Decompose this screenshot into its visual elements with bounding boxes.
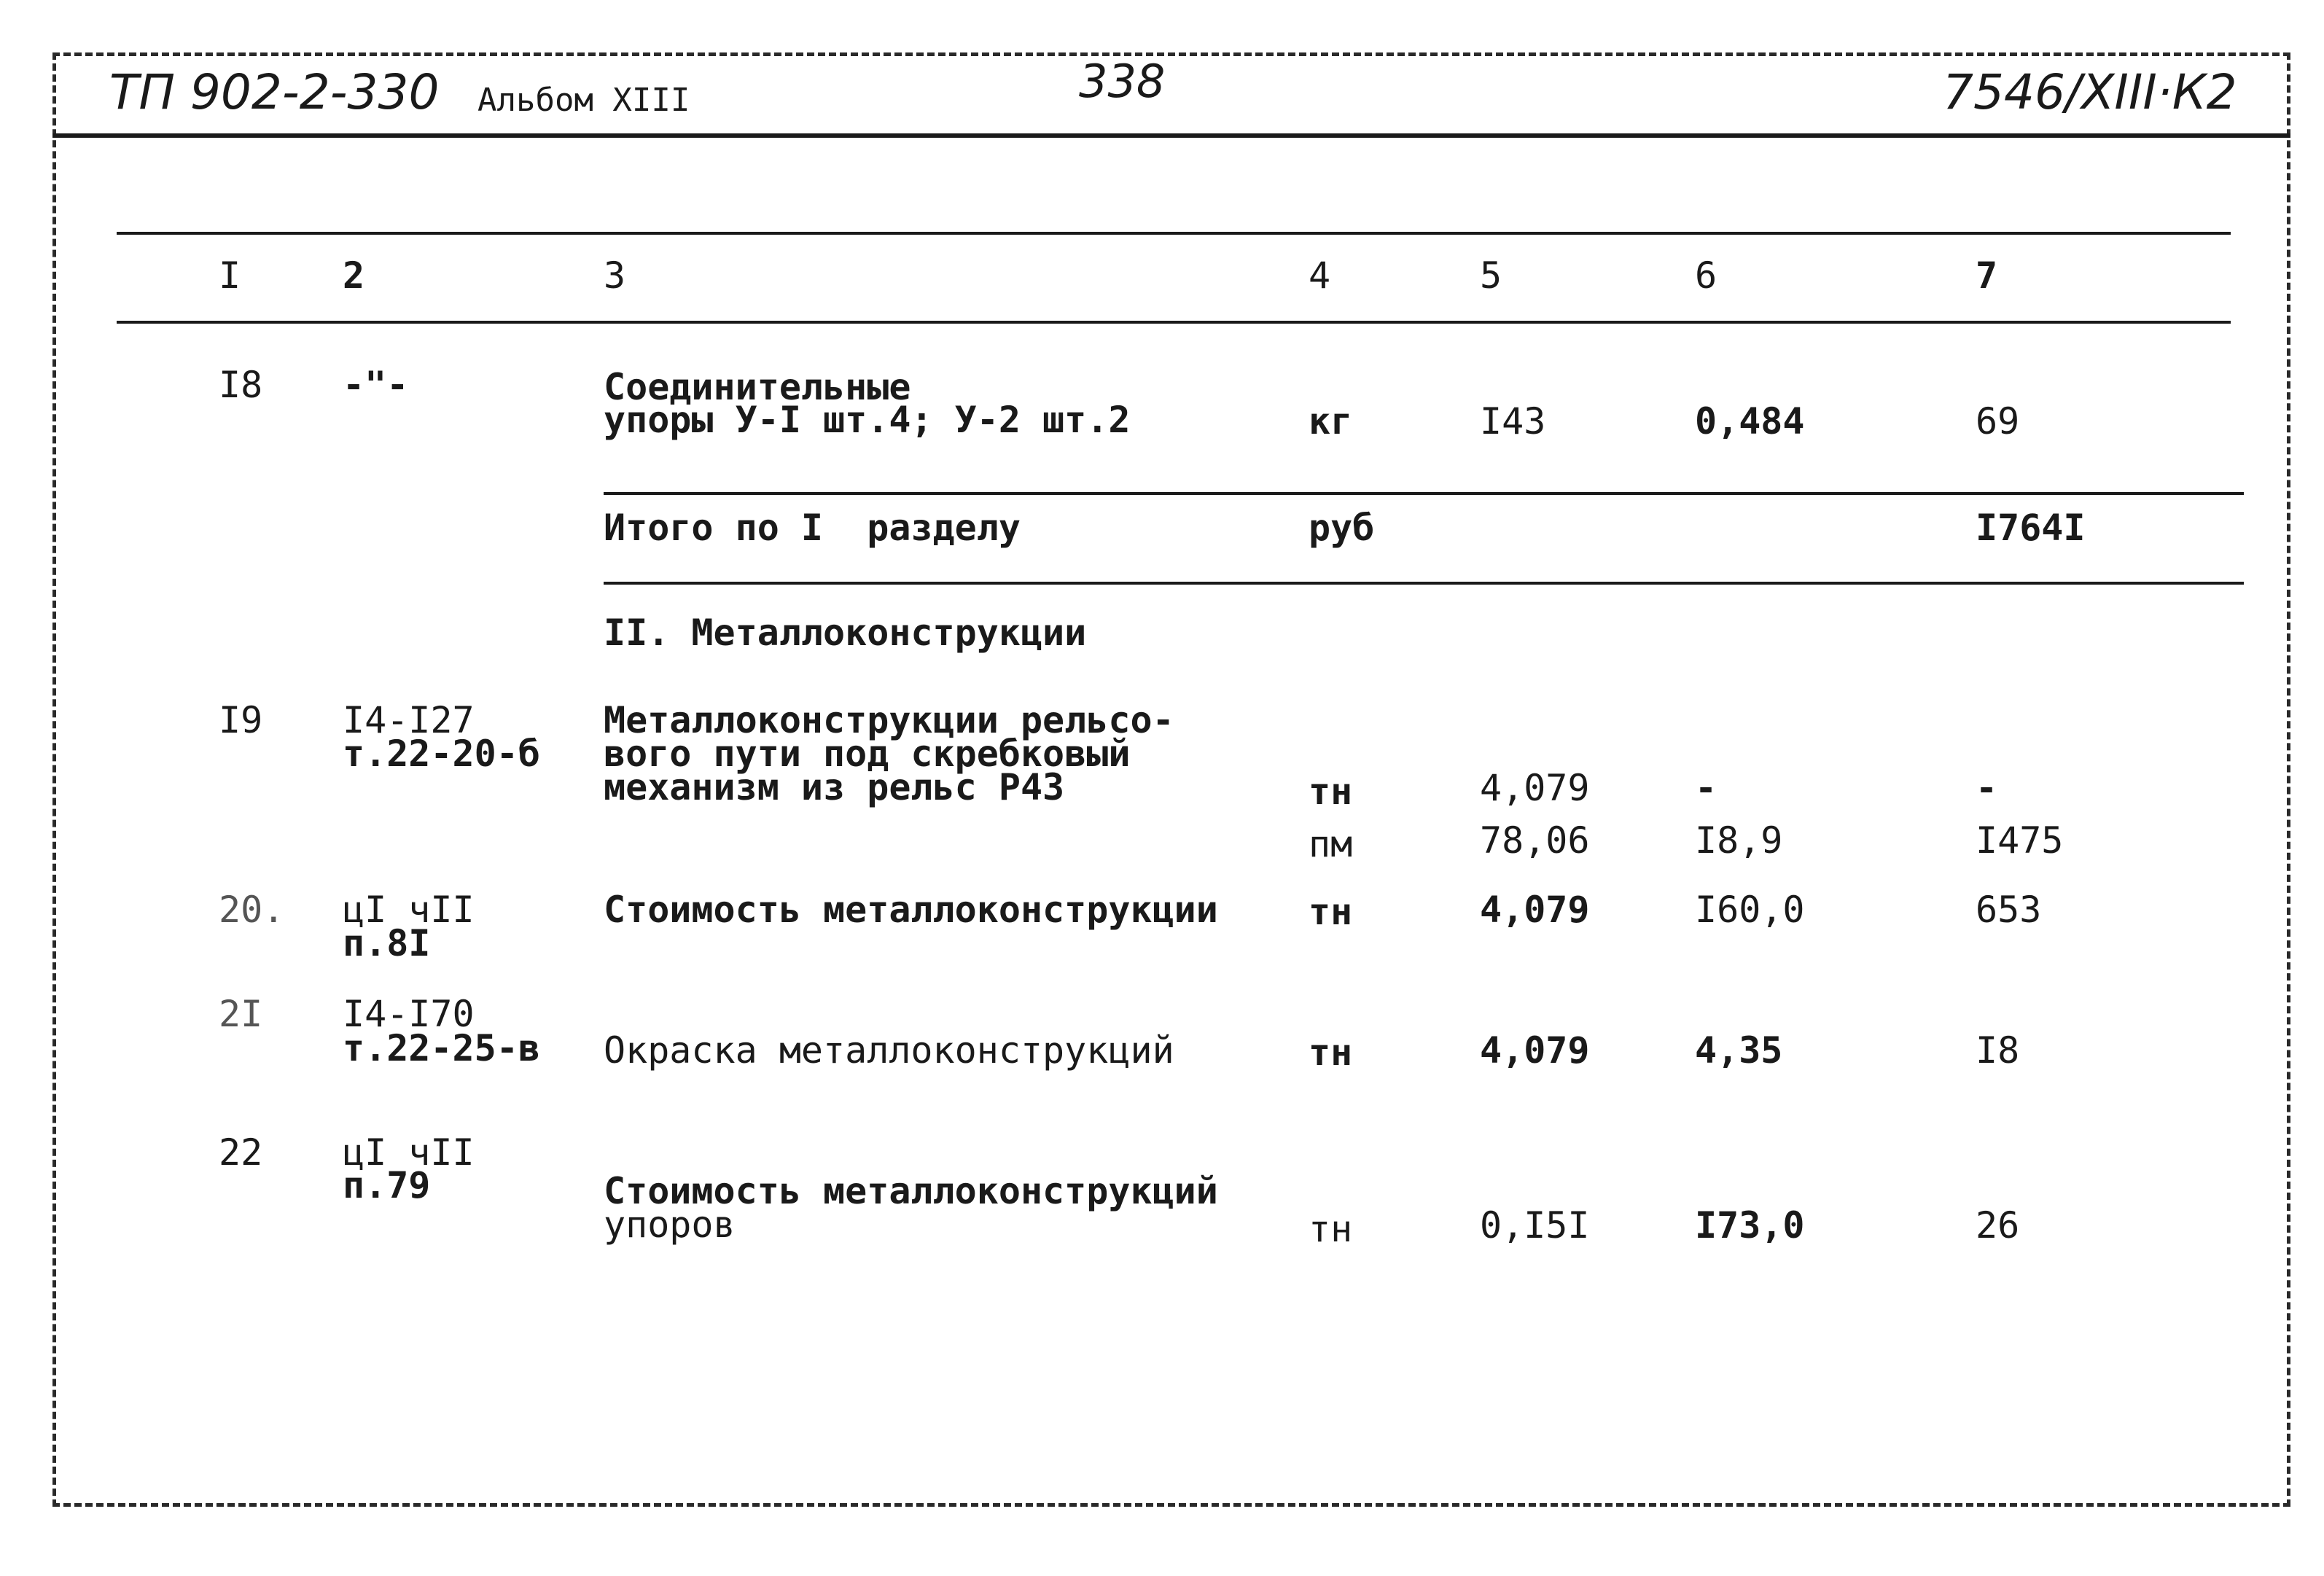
total-1-cost: I764I: [1976, 507, 2086, 549]
row-22-ref-line2: п.79: [343, 1164, 431, 1206]
row-19-cost-1: -: [1976, 767, 1998, 809]
row-22-ref-line1: цI чII: [343, 1131, 475, 1174]
col-header-3: 3: [604, 254, 626, 297]
table-header-rule: [117, 321, 2231, 324]
total-top-rule: [604, 492, 2244, 495]
row-21-price: 4,35: [1695, 1029, 1783, 1072]
row-21-ref-line1: I4-I70: [343, 993, 475, 1035]
row-18-price: 0,484: [1695, 400, 1805, 442]
row-19-num: I9: [219, 699, 263, 741]
col-header-5: 5: [1480, 254, 1502, 297]
row-18-ref: -"-: [343, 364, 409, 406]
col-header-6: 6: [1695, 254, 1717, 297]
row-22-unit: тн: [1309, 1208, 1353, 1250]
row-20-ref-line1: цI чII: [343, 889, 475, 931]
total-1-unit: руб: [1309, 507, 1375, 549]
row-19-qty-1: 4,079: [1480, 767, 1590, 809]
row-20-cost: 653: [1976, 889, 2042, 931]
row-21-cost: I8: [1976, 1029, 2020, 1072]
row-19-desc-line1: Металлоконструкции рельсо-: [604, 699, 1174, 741]
col-header-7: 7: [1976, 254, 1998, 297]
row-20-desc: Стоимость металлоконструкции: [604, 889, 1218, 931]
row-21-ref-line2: т.22-25-в: [343, 1027, 540, 1069]
project-code: ТП 902-2-330: [109, 64, 440, 120]
row-20-unit: тн: [1309, 891, 1353, 933]
row-19-unit-2: пм: [1309, 823, 1353, 865]
row-18-num: I8: [219, 364, 263, 406]
row-19-desc-line3: механизм из рельс Р43: [604, 766, 1065, 808]
total-1-label: Итого по I разделу: [604, 507, 1021, 549]
row-22-desc-line1: Стоимость металлоконструкций: [604, 1170, 1218, 1212]
row-19-qty-2: 78,06: [1480, 819, 1590, 862]
row-19-cost-2: I475: [1976, 819, 2064, 862]
row-21-unit: тн: [1309, 1031, 1353, 1074]
row-22-num: 22: [219, 1131, 263, 1174]
row-18-desc-line2: упоры У-I шт.4; У-2 шт.2: [604, 399, 1131, 441]
total-bottom-rule: [604, 582, 2244, 585]
row-19-desc-line2: вого пути под скребковый: [604, 733, 1131, 775]
section-2-title: II. Металлоконструкции: [604, 612, 1087, 654]
col-header-2: 2: [343, 254, 365, 297]
row-22-cost: 26: [1976, 1204, 2020, 1247]
row-18-desc-line1: Соединительные: [604, 366, 911, 408]
col-header-1: I: [219, 254, 241, 297]
page-number: 338: [1079, 55, 1166, 108]
row-19-price-2: I8,9: [1695, 819, 1783, 862]
row-19-price-1: -: [1695, 767, 1717, 809]
table-top-rule: [117, 232, 2231, 235]
row-20-ref-line2: п.8I: [343, 922, 431, 964]
row-18-qty: I43: [1480, 400, 1546, 442]
row-22-qty: 0,I5I: [1480, 1204, 1590, 1247]
row-18-unit: кг: [1309, 400, 1353, 442]
row-19-unit-1: тн: [1309, 771, 1353, 813]
row-19-ref-line1: I4-I27: [343, 699, 475, 741]
header-divider: [52, 133, 2290, 138]
row-18-cost: 69: [1976, 400, 2020, 442]
row-21-num: 2I: [219, 993, 263, 1035]
row-21-desc: Окраска металлоконструкций: [604, 1029, 1174, 1072]
row-21-qty: 4,079: [1480, 1029, 1590, 1072]
row-22-price: I73,0: [1695, 1204, 1805, 1247]
row-20-qty: 4,079: [1480, 889, 1590, 931]
row-22-desc-line2: упоров: [604, 1204, 736, 1246]
page-frame: [52, 52, 2290, 1507]
album-label: Альбом XIII: [477, 82, 690, 119]
col-header-4: 4: [1309, 254, 1331, 297]
row-19-ref-line2: т.22-20-б: [343, 733, 540, 775]
row-20-num: 20.: [219, 889, 285, 931]
sheet-code: 7546/XIII·К2: [1943, 64, 2237, 120]
row-20-price: I60,0: [1695, 889, 1805, 931]
